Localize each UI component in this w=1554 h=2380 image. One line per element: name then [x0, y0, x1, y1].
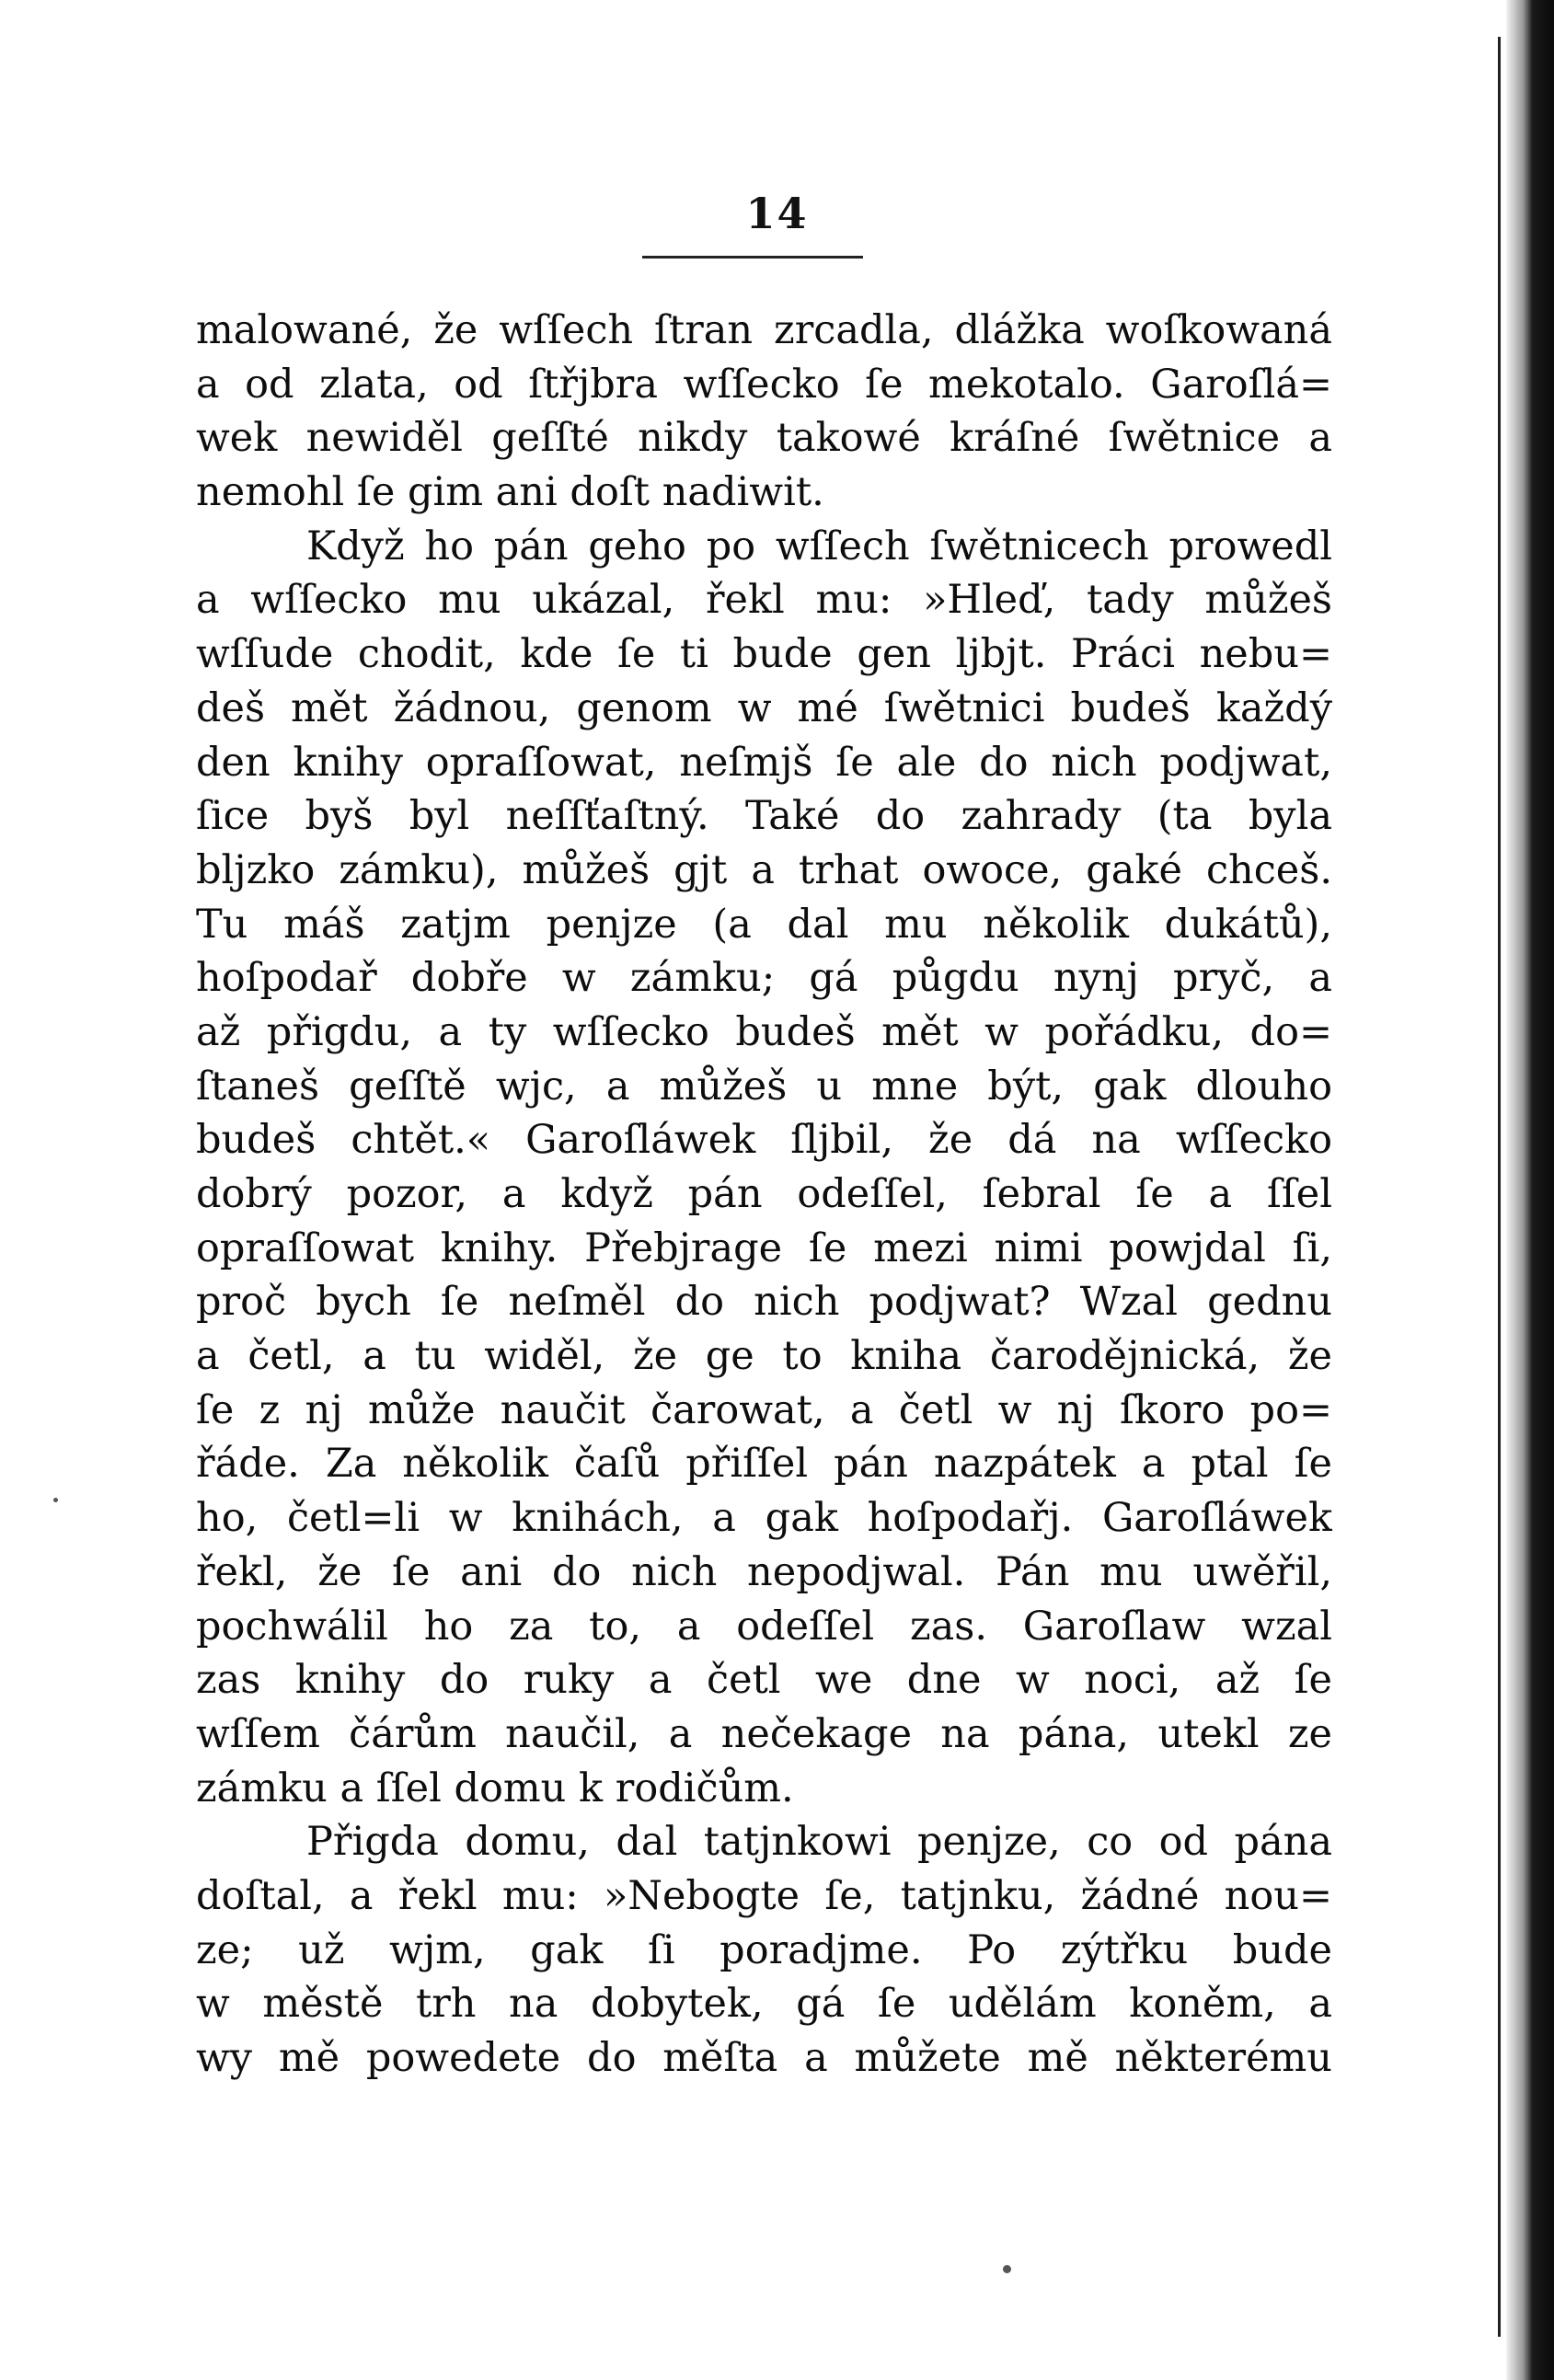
page-number: 14	[745, 189, 809, 238]
text-line: Přigda domu, dal tatjnkowi penjze, co od pána	[306, 1819, 1332, 1866]
text-line: ze; už wjm, gak ſi poradjme. Po zýtřku bude	[196, 1926, 1332, 1973]
text-line: budeš chtět.« Garoſláwek ſljbil, že dá na wſſecko	[196, 1117, 1332, 1164]
text-line: až přigdu, a ty wſſecko budeš mět w pořádku, do=	[196, 1008, 1332, 1055]
text-line: řáde. Za několik čaſů přiſſel pán nazpátek a ptal ſe	[196, 1441, 1332, 1488]
text-line: wy mě powedete do měſta a můžete mě některému	[196, 2035, 1332, 2081]
text-line: ho, četl=li w knihách, a gak hoſpodařj. Garoſláwek	[196, 1495, 1332, 1542]
text-line: bljzko zámku), můžeš gjt a trhat owoce, gaké chceš.	[196, 846, 1332, 893]
text-line: řekl, že ſe ani do nich nepodjwal. Pán mu uwěřil,	[196, 1548, 1332, 1595]
binding-shadow	[1506, 0, 1554, 2380]
text-line: pochwálil ho za to, a odeſſel zas. Garoſlaw wzal	[196, 1603, 1332, 1650]
text-line: dobrý pozor, a když pán odeſſel, ſebral ſe a ſſel	[196, 1171, 1332, 1217]
text-line: wſſude chodit, kde ſe ti bude gen ljbjt. Práci nebu=	[196, 631, 1332, 678]
text-line: Tu máš zatjm penjze (a dal mu několik dukátů),	[196, 901, 1332, 948]
header-rule	[642, 256, 863, 259]
text-line: a wſſecko mu ukázal, řekl mu: »Hleď, tady můžeš	[196, 577, 1332, 624]
text-line: wek newiděl geſſté nikdy takowé kráſné ſwětnice a	[196, 415, 1332, 462]
ink-speck	[53, 1498, 58, 1502]
text-line: ſtaneš geſſtě wjc, a můžeš u mne být, gak dlouho	[196, 1063, 1332, 1110]
text-line: deš mět žádnou, genom w mé ſwětnici budeš každý	[196, 684, 1332, 731]
text-line: Když ho pán geho po wſſech ſwětnicech prowedl	[306, 523, 1332, 569]
text-line: den knihy opraſſowat, neſmjš ſe ale do nich podjwat,	[196, 739, 1332, 786]
text-line: doſtal, a řekl mu: »Nebogte ſe, tatjnku, žádné nou=	[196, 1872, 1332, 1919]
text-line: zámku a ſſel domu k rodičům.	[196, 1765, 794, 1811]
text-line: proč bych ſe neſměl do nich podjwat? Wzal gednu	[196, 1279, 1332, 1326]
text-line: w městě trh na dobytek, gá ſe udělám koněm, a	[196, 1981, 1332, 2028]
body-text	[196, 304, 1332, 2086]
text-line: ſice byš byl neſſťaſtný. Také do zahrady (ta byla	[196, 793, 1332, 840]
text-line: nemohl ſe gim ani doſt nadiwit.	[196, 469, 824, 516]
ink-speck	[1003, 2265, 1011, 2273]
text-line: zas knihy do ruky a četl we dne w noci, až ſe	[196, 1657, 1332, 1704]
page-edge	[1498, 37, 1510, 2337]
text-line: opraſſowat knihy. Přebjrage ſe mezi nimi powjdal ſi,	[196, 1224, 1332, 1271]
text-line: hoſpodař dobře w zámku; gá půgdu nynj pryč, a	[196, 955, 1332, 1002]
text-line: wſſem čárům naučil, a nečekage na pána, utekl ze	[196, 1710, 1332, 1757]
text-line: ſe z nj může naučit čarowat, a četl w nj ſkoro po=	[196, 1386, 1332, 1433]
text-line: malowané, že wſſech ſtran zrcadla, dlážka woſkowaná	[196, 307, 1332, 353]
text-line: a četl, a tu widěl, že ge to kniha čarodějnická, že	[196, 1333, 1332, 1380]
text-line: a od zlata, od ſtřjbra wſſecko ſe mekotalo. Garoſlá=	[196, 361, 1332, 408]
